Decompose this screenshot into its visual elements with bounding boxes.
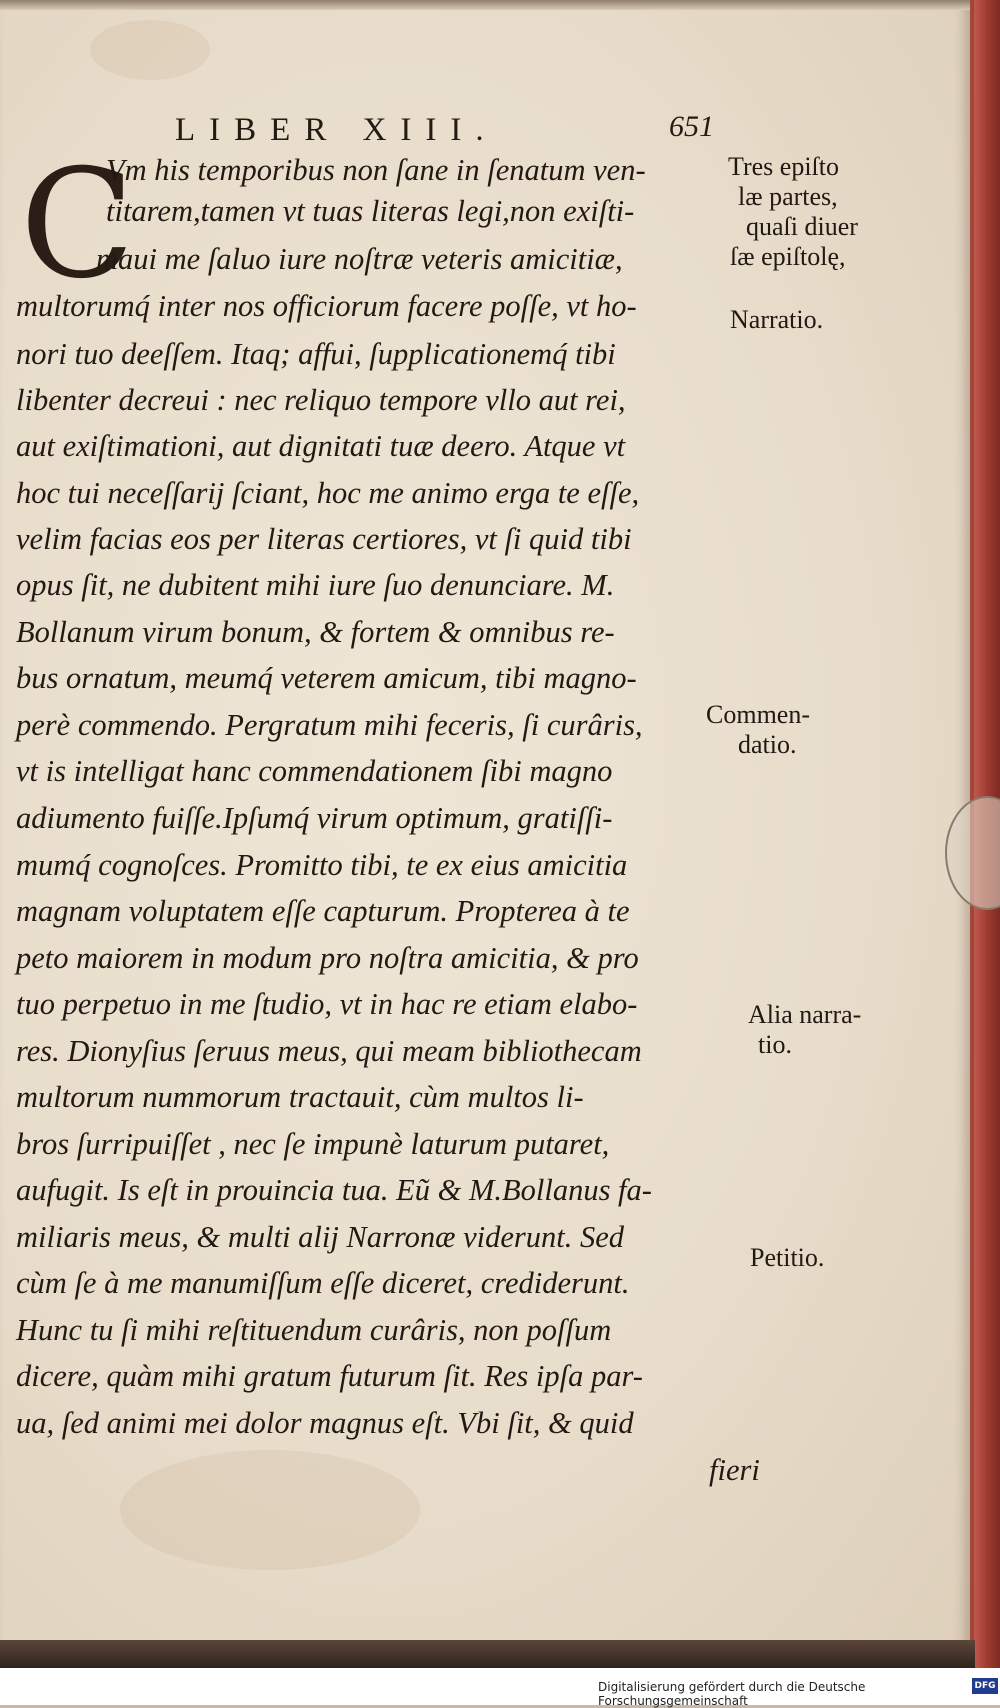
text-line: ua, ſed animi mei dolor magnus eſt. Vbi ſit, & quid <box>16 1406 634 1440</box>
text-line: bros ſurripuiſſet , nec ſe impunè laturum putaret, <box>16 1127 610 1161</box>
text-line: opus ſit, ne dubitent mihi iure ſuo denunciare. M. <box>16 568 615 602</box>
text-line: multorum nummorum tractauit, cùm multos li- <box>16 1080 584 1114</box>
text-line: aufugit. Is eſt in prouincia tua. Eũ & M.Bollanus fa- <box>16 1173 652 1207</box>
text-line: nori tuo deeſſem. Itaq; affui, ſupplicationemq́ tibi <box>16 337 616 371</box>
margin-note-line: quaſi diuer <box>746 212 858 241</box>
text-line: velim facias eos per literas certiores, vt ſi quid tibi <box>16 522 632 556</box>
text-line: libenter decreui : nec reliquo tempore vllo aut rei, <box>16 383 626 417</box>
text-line: Bollanum virum bonum, & fortem & omnibus re- <box>16 615 615 649</box>
text-line: adiumento fuiſſe.Ipſumq́ virum optimum, gratiſſi- <box>16 801 613 835</box>
text-line: perè commendo. Pergratum mihi feceris, ſi curâris, <box>16 708 643 742</box>
dfg-logo: DFG <box>972 1678 998 1694</box>
margin-note-line: Alia narra- <box>748 1000 862 1029</box>
text-line: maui me ſaluo iure noſtræ veteris amicitiæ, <box>96 242 623 276</box>
margin-note-line: ſæ epiſtolę, <box>730 242 846 271</box>
page-bottom-shadow <box>0 1640 975 1668</box>
page-header <box>175 112 715 152</box>
text-line: aut exiſtimationi, aut dignitati tuæ deero. Atque vt <box>16 429 626 463</box>
text-line: magnam voluptatem eſſe capturum. Propterea à te <box>16 894 630 928</box>
text-line: cùm ſe à me manumiſſum eſſe diceret, crediderunt. <box>16 1266 630 1300</box>
margin-note-letter-parts <box>728 152 858 272</box>
text-line: vt is intelligat hanc commendationem ſibi magno <box>16 754 613 788</box>
text-line: res. Dionyſius ſeruus meus, qui meam bibliothecam <box>16 1034 642 1068</box>
text-line: multorumq́ inter nos officiorum facere poſſe, vt ho- <box>16 289 637 323</box>
margin-note-commendatio <box>706 700 810 760</box>
margin-note-line: Commen- <box>706 700 810 729</box>
margin-note-line: læ partes, <box>738 182 838 211</box>
page-number: 651 <box>669 110 714 143</box>
text-line: peto maiorem in modum pro noſtra amicitia, & pro <box>16 941 639 975</box>
text-line: Hunc tu ſi mihi reſtituendum curâris, non poſſum <box>16 1313 612 1347</box>
text-line: titarem,tamen vt tuas literas legi,non exiſti- <box>106 194 635 228</box>
margin-note-line: datio. <box>738 730 797 759</box>
text-line: tuo perpetuo in me ſtudio, vt in hac re etiam elabo- <box>16 987 638 1021</box>
margin-note-narratio <box>730 305 823 335</box>
digitization-credit: Digitalisierung gefördert durch die Deutsche Forschungsgemeinschaft <box>598 1680 866 1708</box>
text-line: hoc tui neceſſarij ſciant, hoc me animo erga te eſſe, <box>16 476 640 510</box>
text-line: dicere, quàm mihi gratum futurum ſit. Res ipſa par- <box>16 1359 643 1393</box>
text-line: bus ornatum, meumq́ veterem amicum, tibi magno- <box>16 661 637 695</box>
text-line: miliaris meus, & multi alij Narronæ viderunt. Sed <box>16 1220 625 1254</box>
paper-stain <box>90 20 210 80</box>
page-top-edge <box>0 0 970 10</box>
margin-note-line: tio. <box>758 1030 792 1059</box>
running-head: LIBER XIII. <box>175 112 498 148</box>
paper-stain <box>120 1450 420 1570</box>
margin-note-petitio <box>750 1243 824 1273</box>
margin-note-line: Narratio. <box>730 305 824 334</box>
margin-note-line: Tres epiſto <box>728 152 839 181</box>
text-line: mumq́ cognoſces. Promitto tibi, te ex eius amicitia <box>16 848 628 882</box>
drop-cap: C <box>20 138 135 312</box>
margin-note-line: Petitio. <box>750 1243 825 1272</box>
margin-note-alia-narratio <box>748 1000 861 1060</box>
text-line: Vm his temporibus non ſane in ſenatum ven- <box>106 153 646 187</box>
catchword: fieri <box>709 1453 760 1487</box>
